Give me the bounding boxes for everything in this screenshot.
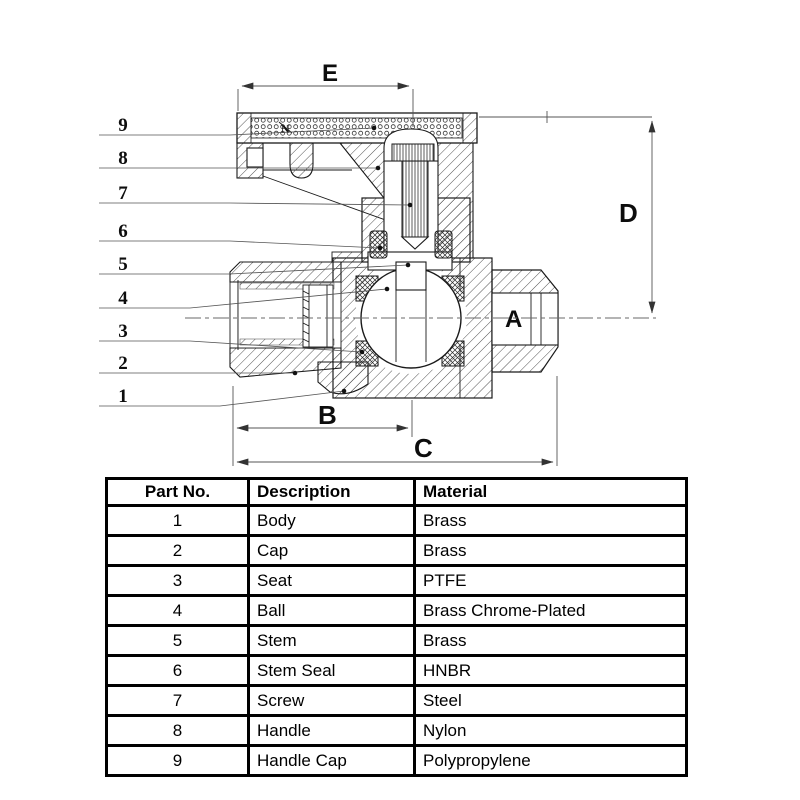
header-material: Material	[415, 479, 687, 506]
table-row	[107, 506, 687, 536]
svg-text:D: D	[619, 198, 638, 228]
callout-1: 1	[118, 386, 128, 407]
description-cell: Cap	[249, 536, 415, 566]
part-no-cell: 9	[107, 746, 249, 776]
description-cell: Body	[249, 506, 415, 536]
description-cell: Seat	[249, 566, 415, 596]
table-row	[107, 656, 687, 686]
callout-9: 9	[118, 115, 128, 136]
svg-text:E: E	[322, 60, 339, 87]
handle-bar	[237, 113, 477, 143]
part-no-cell: 7	[107, 686, 249, 716]
material-cell: Polypropylene	[415, 746, 687, 776]
callout-3: 3	[118, 321, 128, 342]
dim-label-a: A	[505, 306, 523, 333]
screw-head-knurl	[392, 144, 434, 161]
material-cell: Brass	[415, 506, 687, 536]
table-row	[107, 596, 687, 626]
table-row	[107, 566, 687, 596]
table-row	[107, 716, 687, 746]
callout-numbers	[118, 115, 128, 407]
header-part-no: Part No.	[107, 479, 249, 506]
part-no-cell: 3	[107, 566, 249, 596]
description-cell: Stem Seal	[249, 656, 415, 686]
svg-text:B: B	[318, 400, 337, 430]
table-header-row	[107, 479, 687, 506]
description-cell: Ball	[249, 596, 415, 626]
callout-7: 7	[118, 183, 128, 204]
table-row	[107, 626, 687, 656]
handle-direction-mark: N	[281, 122, 290, 136]
description-cell: Screw	[249, 686, 415, 716]
material-cell: Steel	[415, 686, 687, 716]
material-cell: Brass Chrome-Plated	[415, 596, 687, 626]
table-row	[107, 746, 687, 776]
part-no-cell: 5	[107, 626, 249, 656]
parts-table	[105, 477, 688, 777]
part-no-cell: 8	[107, 716, 249, 746]
svg-text:C: C	[414, 433, 433, 463]
part-no-cell: 6	[107, 656, 249, 686]
material-cell: HNBR	[415, 656, 687, 686]
description-cell: Handle	[249, 716, 415, 746]
header-description: Description	[249, 479, 415, 506]
callout-5: 5	[118, 254, 128, 275]
callout-4: 4	[118, 288, 128, 309]
table-row	[107, 686, 687, 716]
outlet-port	[492, 270, 558, 372]
material-cell: Brass	[415, 626, 687, 656]
material-cell: Brass	[415, 536, 687, 566]
callout-2: 2	[118, 353, 128, 374]
callout-8: 8	[118, 148, 128, 169]
material-cell: Nylon	[415, 716, 687, 746]
part-no-cell: 2	[107, 536, 249, 566]
callout-6: 6	[118, 221, 128, 242]
part-no-cell: 4	[107, 596, 249, 626]
description-cell: Handle Cap	[249, 746, 415, 776]
part-no-cell: 1	[107, 506, 249, 536]
table-row	[107, 536, 687, 566]
description-cell: Stem	[249, 626, 415, 656]
parts-table-body	[107, 506, 687, 776]
material-cell: PTFE	[415, 566, 687, 596]
